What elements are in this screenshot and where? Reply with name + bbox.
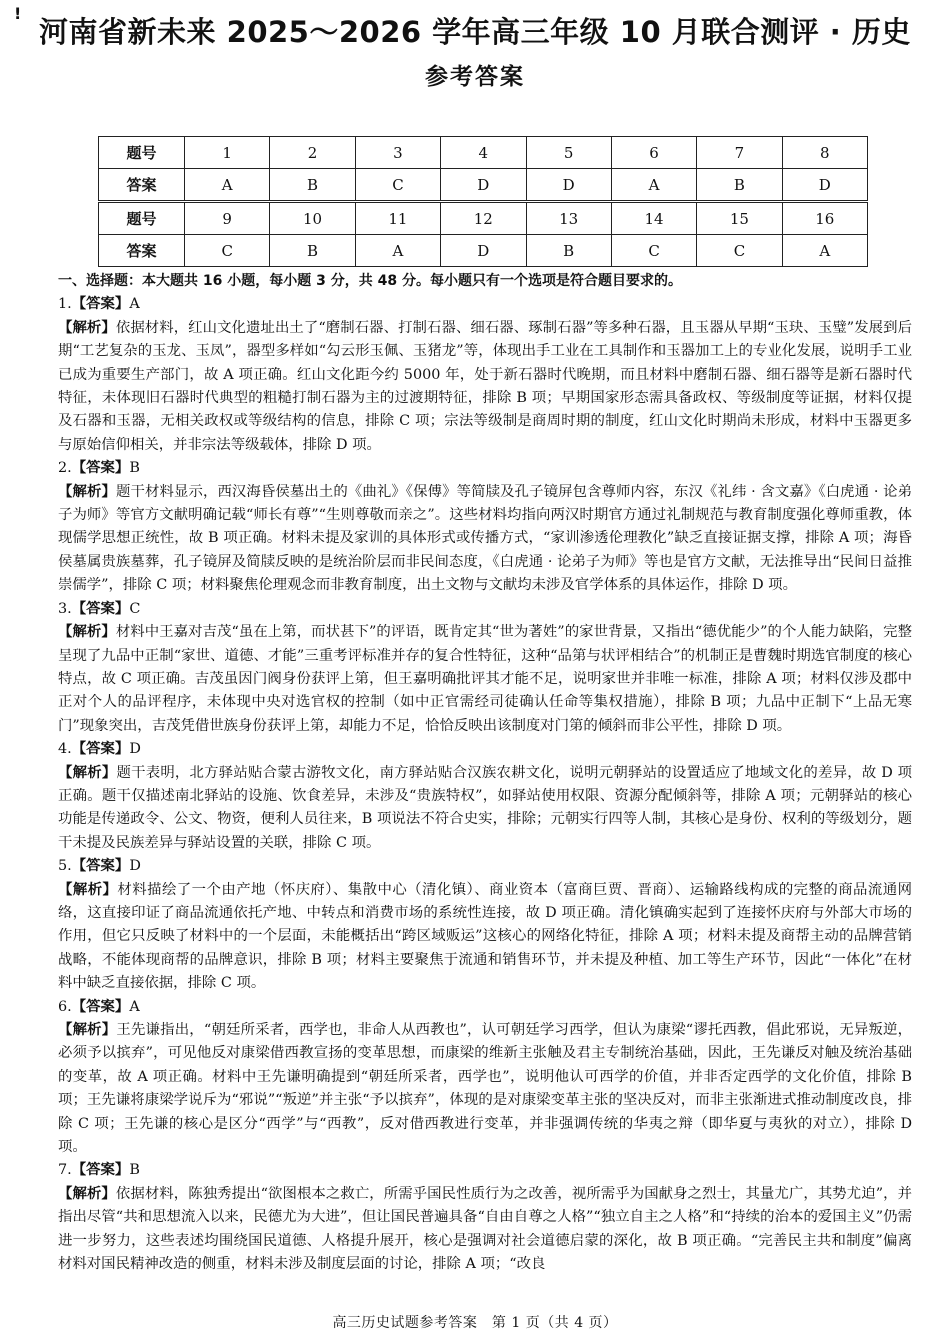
question-number: 2 <box>270 137 355 169</box>
answer-cell: A <box>185 169 270 202</box>
analysis-text: 王先谦指出，“朝廷所采者，西学也，非命人从西教也”，认可朝廷学习西学，但认为康梁“谬托西教，倡此邪说，无异叛逆，必须予以摈弃”，可见他反对康梁借西教宣扬的变革思想，而康梁的维新主张触及君主专制统治基础，因此，王先谦反对触及统治基础的变革，故 A 项正确。材料中王先谦明确提到“朝廷所采者，西学也”，说明他认可西学的价值，并非否定西学的文化价值，排除 B 项；王先谦将康梁学说斥为“邪说”“叛逆”并主张“予以摈弃”，体现的是对康梁变革主张的坚决反对，而非主张渐进式推动制度改良，排除 C 项；王先谦的核心是区分“西学”与“西教”，反对借西教进行变革，并非强调传统的华夷之辩（即华夏与夷狄的对立），排除 D 项。 <box>58 1022 912 1156</box>
corner-mark: ! <box>14 4 22 23</box>
question-answer: A <box>129 998 140 1015</box>
analysis-text: 材料描绘了一个由产地（怀庆府）、集散中心（清化镇）、商业资本（富商巨贾、晋商）、运输路线构成的完整的商品流通网络，这直接印证了商品流通依托产地、中转点和消费市场的系统性连接，故 D 项正确。清化镇确实起到了连接怀庆府与外部大市场的作用，但它只反映了材料中的一个层面，未能概括出“跨区域贩运”这核心的网络化特征，排除 A 项；材料未提及商帮主动的品牌营销战略，不能体现商帮的品牌意识，排除 B 项；材料主要聚焦于流通和销售环节，并未提及种植、加工等生产环节，因此“一体化”在材料中缺乏直接依据，排除 C 项。 <box>58 881 912 992</box>
answer-tag: 【答案】 <box>71 600 130 617</box>
answer-cell: D <box>441 169 526 202</box>
answer-cell: C <box>697 235 782 267</box>
answer-tag: 【答案】 <box>71 998 130 1015</box>
question-number: 3 <box>355 137 440 169</box>
question-num: 7. <box>58 1162 72 1179</box>
question-block <box>58 1159 912 1276</box>
page-footer: 高三历史试题参考答案 第 1 页（共 4 页） <box>332 1315 618 1331</box>
question-block <box>58 457 912 597</box>
analysis-tag: 【解析】 <box>58 881 118 898</box>
question-answer: B <box>129 460 140 477</box>
question-block <box>58 996 912 1160</box>
question-num: 1. <box>58 296 72 313</box>
answer-cell: B <box>526 235 611 267</box>
analysis-text: 依据材料，红山文化遗址出土了“磨制石器、打制石器、细石器、琢制石器”等多种石器，且玉器从早期“玉玦、玉璧”发展到后期“工艺复杂的玉龙、玉凤”，器型多样如“勾云形玉佩、玉猪龙”等，体现出手工业在工具制作和玉器加工上的专业化发展，说明手工业已成为重要生产部门，故 A 项正确。红山文化距今约 5000 年，处于新石器时代晚期，而且材料中磨制石器、细石器等是新石器时代特征，未体现旧石器时代典型的粗糙打制石器为主的过渡期特征，排除 B 项；早期国家形态需具备政权、等级制度等证据，材料仅提及石器和玉器，无相关政权或等级结构的信息，排除 C 项；宗法等级制是商周时期的制度，红山文化时期尚未形成，材料中玉器更多与原始信仰相关，并非宗法等级载体，排除 D 项。 <box>58 319 912 453</box>
answer-cell: B <box>270 235 355 267</box>
page-title: 河南省新未来 2025～2026 学年高三年级 10 月联合测评 · 历史 <box>39 15 911 49</box>
question-answer: C <box>129 600 141 617</box>
table-row <box>99 202 868 235</box>
question-number: 15 <box>697 202 782 235</box>
answer-cell: A <box>355 235 440 267</box>
question-number: 1 <box>185 137 270 169</box>
analysis-tag: 【解析】 <box>58 483 116 500</box>
question-num: 6. <box>58 998 72 1015</box>
page-subtitle: 参考答案 <box>425 64 525 90</box>
question-answer: D <box>129 858 141 875</box>
section-title: 一、选择题：本大题共 16 小题，每小题 3 分，共 48 分。每小题只有一个选项是符合题目要求的。 <box>58 273 682 289</box>
question-num: 2. <box>58 460 72 477</box>
answer-cell: D <box>782 169 867 202</box>
table-row <box>99 137 868 169</box>
question-block <box>58 598 912 738</box>
analysis-tag: 【解析】 <box>58 1185 116 1202</box>
answer-table <box>98 136 868 267</box>
question-num: 4. <box>58 741 72 758</box>
analysis-tag: 【解析】 <box>58 1022 117 1038</box>
analysis-text: 依据材料，陈独秀提出“欲图根本之救亡，所需乎国民性质行为之改善，视所需乎为国献身之烈士，其量尤广，其势尤迫”，并指出尽管“共和思想流入以来，民德尤为大进”，但让国民普遍具备“自由自尊之人格”“独立自主之人格”和“持续的治本的爱国主义”仍需进一步努力，这些表述均围绕国民道德、人格提升展开，核心是强调对社会道德启蒙的深化，故 B 项正确。“完善民主共和制度”偏离材料对国民精神改造的侧重，材料未涉及制度层面的讨论，排除 A 项；“改良 <box>58 1185 912 1273</box>
answer-cell: D <box>526 169 611 202</box>
question-block <box>58 738 912 855</box>
question-number: 13 <box>526 202 611 235</box>
question-number: 8 <box>782 137 867 169</box>
question-number: 14 <box>611 202 696 235</box>
question-num: 5. <box>58 858 72 875</box>
answer-cell: C <box>611 235 696 267</box>
question-number: 16 <box>782 202 867 235</box>
analysis-tag: 【解析】 <box>58 624 116 641</box>
answer-cell: B <box>270 169 355 202</box>
answer-cell: C <box>355 169 440 202</box>
row-label-answer: 答案 <box>99 169 185 202</box>
question-number: 7 <box>697 137 782 169</box>
answer-cell: C <box>185 235 270 267</box>
answer-content <box>58 270 912 1276</box>
question-number: 10 <box>270 202 355 235</box>
question-number: 9 <box>185 202 270 235</box>
answer-cell: D <box>441 235 526 267</box>
analysis-text: 题干表明，北方驿站贴合蒙古游牧文化，南方驿站贴合汉族农耕文化，说明元朝驿站的设置适应了地域文化的差异，故 D 项正确。题干仅描述南北驿站的设施、饮食差异，未涉及“贵族特权”，如驿站使用权限、资源分配倾斜等，排除 A 项；元朝驿站的核心功能是传递政令、公文、物资，便利人员往来，B 项说法不符合史实，排除；元朝实行四等人制，其核心是身份、权利的等级划分，题干未提及民族差异与驿站设置的关联，排除 C 项。 <box>58 764 912 851</box>
question-answer: D <box>129 741 141 758</box>
row-label-number: 题号 <box>99 202 185 235</box>
answer-tag: 【答案】 <box>71 741 130 758</box>
answer-cell: A <box>782 235 867 267</box>
question-answer: A <box>129 296 140 313</box>
table-row <box>99 235 868 267</box>
answer-cell: A <box>611 169 696 202</box>
question-number: 6 <box>611 137 696 169</box>
question-number: 5 <box>526 137 611 169</box>
row-label-number: 题号 <box>99 137 185 169</box>
question-block <box>58 855 912 995</box>
answer-tag: 【答案】 <box>71 858 130 875</box>
question-block <box>58 293 912 457</box>
analysis-text: 材料中王嘉对吉茂“虽在上第，而状甚下”的评语，既肯定其“世为著姓”的家世背景，又指出“德优能少”的个人能力缺陷，完整呈现了九品中正制“家世、道德、才能”三重考评标准并存的复合性特征，这种“品第与状评相结合”的机制正是曹魏时期选官制度的核心特点，故 C 项正确。吉茂虽因门阀身份获评上第，但王嘉明确批评其才能不足，说明家世并非唯一标准，排除 A 项；材料仅涉及郡中正对个人的品评程序，未体现中央对选官权的控制（如中正官需经司徒确认任命等集权措施），排除 B 项；九品中正制下“上品无寒门”现象突出，吉茂凭借世族身份获评上第，却能力不足，恰恰反映出该制度对门第的倾斜而非公平性，排除 D 项。 <box>58 624 912 734</box>
analysis-tag: 【解析】 <box>58 319 116 336</box>
question-number: 11 <box>355 202 440 235</box>
answer-cell: B <box>697 169 782 202</box>
question-num: 3. <box>58 600 72 617</box>
table-row <box>99 169 868 202</box>
question-answer: B <box>129 1162 140 1179</box>
question-number: 4 <box>441 137 526 169</box>
answer-tag: 【答案】 <box>71 296 130 313</box>
row-label-answer: 答案 <box>99 235 185 267</box>
analysis-tag: 【解析】 <box>58 764 117 781</box>
answer-tag: 【答案】 <box>71 1162 130 1179</box>
analysis-text: 题干材料显示，西汉海昏侯墓出土的《曲礼》《保傅》等简牍及孔子镜屏包含尊师内容，东汉《礼纬 · 含文嘉》《白虎通 · 论弟子为师》等官方文献明确记载“师长有尊”“生则尊敬而亲之”。这些材料均指向两汉时期官方通过礼制规范与教育制度强化尊师重教，体现儒学思想正统性，故 B 项正确。材料未提及家训的具体形式或传播方式，“家训渗透伦理教化”缺乏直接证据支撑，排除 A 项；海昏侯墓属贵族墓葬，孔子镜屏及简牍反映的是统治阶层而非民间态度，《白虎通 · 论弟子为师》等也是官方文献，无法推导出“民间日益推崇儒学”，排除 C 项；材料聚焦伦理观念而非教育制度，出土文物与文献均未涉及官学体系的具体运作，排除 D 项。 <box>58 483 912 594</box>
question-number: 12 <box>441 202 526 235</box>
answer-tag: 【答案】 <box>71 460 130 477</box>
